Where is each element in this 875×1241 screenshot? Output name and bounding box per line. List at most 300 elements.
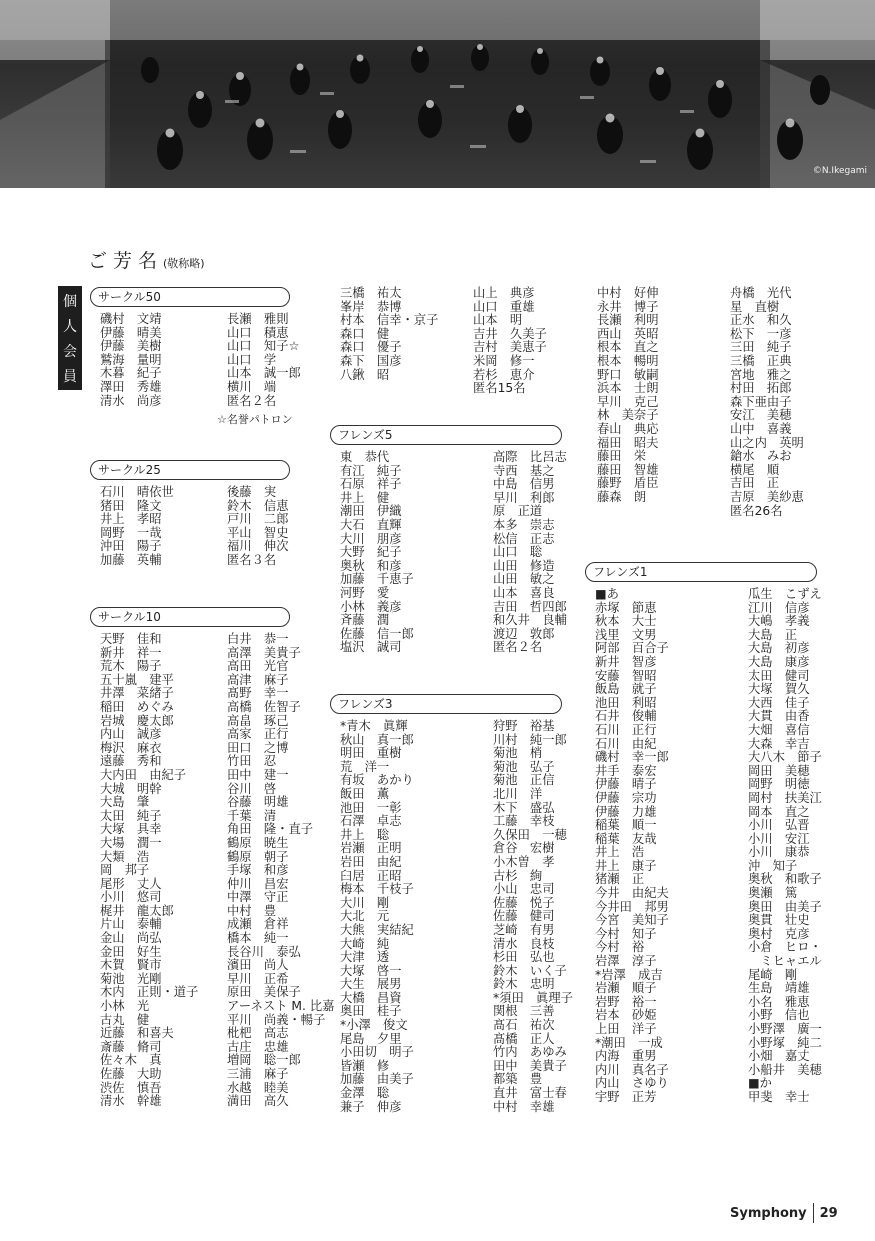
member-name: 山本 喜良 <box>493 585 555 600</box>
page-title-text: ご芳名 <box>88 250 164 272</box>
member-name: 田中 建一 <box>227 767 289 782</box>
member-name: 匿名15名 <box>473 381 526 396</box>
member-name: 田中 美貴子 <box>493 1058 567 1073</box>
footer-divider <box>813 1203 814 1223</box>
member-name: 仲川 昌宏 <box>227 876 289 891</box>
member-name: 高家 正行 <box>227 727 289 742</box>
member-name: 成瀬 倉祥 <box>227 917 289 932</box>
member-name: 藤森 朗 <box>597 489 647 504</box>
member-name: 池田 一彰 <box>340 800 402 815</box>
member-name: 直井 富士春 <box>493 1086 567 1101</box>
member-name: 奥瀬 篤 <box>748 886 798 901</box>
member-name: 杉田 弘也 <box>493 950 555 965</box>
member-name: 鶴原 暁生 <box>227 835 289 850</box>
member-name: 清水 尚彦 <box>100 393 162 408</box>
group-heading: フレンズ3 <box>330 694 562 714</box>
member-name: 佐々木 真 <box>100 1053 162 1068</box>
member-name: 高際 比呂志 <box>493 450 567 464</box>
member-name: 松信 正志 <box>493 531 555 546</box>
member-name: 藤野 盾臣 <box>597 476 659 491</box>
member-name: 平山 智史 <box>227 525 289 540</box>
member-name: 猪田 隆文 <box>100 498 162 513</box>
member-name: ミヒャエル <box>748 954 822 969</box>
member-name: 臼居 正昭 <box>340 868 402 883</box>
member-name: 岡本 直之 <box>748 804 810 819</box>
member-name: 甲斐 幸士 <box>748 1089 810 1104</box>
member-name: 濱田 尚人 <box>227 958 289 973</box>
member-name: 伊藤 宗功 <box>595 790 657 805</box>
member-name: 大塚 具幸 <box>100 822 162 837</box>
member-name: 生島 靖雄 <box>748 981 810 996</box>
member-name: 吉田 哲四郎 <box>493 599 567 614</box>
member-name: 井澤 菜緒子 <box>100 686 174 701</box>
member-name: 瓜生 こずえ <box>748 587 822 601</box>
member-name: 山口 重雄 <box>473 299 535 314</box>
member-name: 有坂 あかり <box>340 773 414 788</box>
member-name: 浅里 文男 <box>595 627 657 642</box>
member-name: 菊池 梢 <box>493 746 543 761</box>
member-name: 飯田 薫 <box>340 786 390 801</box>
member-name: 福川 伸次 <box>227 539 289 554</box>
member-name: 金田 好生 <box>100 944 162 959</box>
member-name: 橋本 純一 <box>227 931 289 946</box>
member-name: 鶴原 朝子 <box>227 849 289 864</box>
member-name: 佐藤 信一郎 <box>340 626 414 641</box>
member-name: 小倉 ヒロ・ <box>748 940 822 955</box>
member-name: 小川 弘晋 <box>748 818 810 833</box>
member-name: 匿名26名 <box>730 503 783 518</box>
member-name: 岡野 明徳 <box>748 777 810 792</box>
member-name: 小川 悠司 <box>100 890 162 905</box>
group-heading: フレンズ1 <box>585 562 817 582</box>
member-name: 山中 喜義 <box>730 421 792 436</box>
member-name: 狩野 裕基 <box>493 719 555 733</box>
member-name: 佐藤 悦子 <box>493 895 555 910</box>
member-name: 高橋 佐智子 <box>227 699 301 714</box>
member-name: 秋本 大士 <box>595 614 657 629</box>
member-name: 早川 利郎 <box>493 490 555 505</box>
member-name: ■か <box>748 1076 772 1091</box>
member-name: 尾崎 剛 <box>748 967 798 982</box>
member-name: *小澤 俊文 <box>340 1018 408 1033</box>
member-name: 今井田 邦男 <box>595 899 669 914</box>
member-name: 増岡 聡一郎 <box>227 1053 301 1068</box>
member-name: 井上 浩 <box>595 845 645 860</box>
group-heading: サークル50 <box>90 287 290 307</box>
member-name: 星 直樹 <box>730 299 780 314</box>
section-label-char: 個 <box>63 293 77 310</box>
member-name: 梅沢 麻衣 <box>100 740 162 755</box>
member-name: 菊池 正信 <box>493 773 555 788</box>
member-name: 赤塚 節恵 <box>595 600 657 615</box>
member-name: 小船井 美穂 <box>748 1062 822 1077</box>
orchestra-photo <box>0 0 875 188</box>
member-name: 上田 洋子 <box>595 1022 657 1036</box>
member-name: 大津 透 <box>340 950 390 965</box>
member-name: 伊藤 美樹 <box>100 339 162 354</box>
page-title <box>88 246 205 273</box>
member-name: 石川 正行 <box>595 722 657 737</box>
member-name: 森口 優子 <box>340 340 402 355</box>
member-name: 江川 信彦 <box>748 600 810 615</box>
member-name: 小川 安江 <box>748 831 810 846</box>
member-name: 大島 初彦 <box>748 641 810 656</box>
member-name: 中村 幸雄 <box>493 1099 555 1114</box>
member-name: 石井 俊輔 <box>595 709 657 724</box>
member-name: 古丸 健 <box>100 1012 150 1027</box>
member-name: 太田 純子 <box>100 808 162 823</box>
member-name: 鈴木 信恵 <box>227 498 289 513</box>
member-name: 金山 尚弘 <box>100 931 162 946</box>
member-name: 髙野 幸一 <box>227 686 289 701</box>
member-name: 佐藤 大助 <box>100 1067 162 1081</box>
member-name: 奥秋 和歌子 <box>748 872 822 887</box>
member-name: 林 美奈子 <box>597 408 659 423</box>
member-name: 小山 忠司 <box>493 882 555 897</box>
member-name: 宇野 正芳 <box>595 1089 657 1104</box>
member-name: 木暮 紀子 <box>100 366 162 381</box>
member-name: 三田 純子 <box>730 340 792 355</box>
member-name: 新井 祥一 <box>100 645 162 660</box>
member-name: 佐藤 健司 <box>493 909 555 924</box>
member-name: 八鍬 昭 <box>340 367 390 382</box>
group-f5 <box>330 425 583 655</box>
member-name: 岩城 慶太郎 <box>100 713 174 728</box>
member-name: 小野 信也 <box>748 1008 810 1023</box>
member-name: 飯島 就子 <box>595 682 657 697</box>
member-name: 吉村 美恵子 <box>473 340 547 355</box>
member-name: 匿名２名 <box>227 393 277 408</box>
member-name: 中澤 守正 <box>227 890 289 905</box>
member-name: 大橋 昌資 <box>340 990 402 1005</box>
member-name: 新井 智彦 <box>595 654 657 669</box>
member-name: ■あ <box>595 587 619 601</box>
member-name: 加藤 千恵子 <box>340 572 414 587</box>
member-name: 伊藤 晴子 <box>595 777 657 792</box>
member-name: 山本 明 <box>473 313 523 328</box>
member-name: 小野澤 廣一 <box>748 1022 822 1036</box>
member-name: 安藤 智昭 <box>595 668 657 683</box>
member-name: 今宮 美知子 <box>595 913 669 928</box>
member-name: 岡田 美穂 <box>748 763 810 778</box>
member-name: 木賀 賢市 <box>100 958 162 973</box>
member-name: 山口 聡 <box>493 545 543 560</box>
member-name: 根本 暢明 <box>597 353 659 368</box>
member-name: 高田 光官 <box>227 659 289 674</box>
member-name: 大内田 由紀子 <box>100 767 187 782</box>
member-name: 早川 克己 <box>597 394 659 409</box>
member-name: 奥秋 和彦 <box>340 558 402 573</box>
member-name: 大場 潤一 <box>100 835 162 850</box>
group-heading: サークル25 <box>90 460 290 480</box>
member-name: 菊池 光剛 <box>100 971 162 986</box>
photo-credit: ©N.Ikegami <box>812 166 867 176</box>
member-name: 長瀬 利明 <box>597 313 659 328</box>
member-name: 梅本 千枝子 <box>340 882 414 897</box>
member-name: 高畠 琢己 <box>227 713 289 728</box>
member-name: 河野 愛 <box>340 585 390 600</box>
member-name: 村田 拓郎 <box>730 381 792 396</box>
group-f5b <box>597 287 825 518</box>
member-name: 奥村 克彦 <box>748 926 810 941</box>
member-name: 大川 剛 <box>340 895 390 910</box>
member-name: 西山 英昭 <box>597 326 659 341</box>
member-name: 原 正道 <box>493 504 543 519</box>
member-name: 長瀬 雅則 <box>227 312 289 326</box>
member-name: 加藤 由美子 <box>340 1072 414 1087</box>
member-name: 石原 祥子 <box>340 477 402 492</box>
group-f3 <box>330 694 583 1114</box>
member-name: 大川 朋彦 <box>340 531 402 546</box>
member-name: 大北 元 <box>340 909 390 924</box>
member-name: 岡村 扶美江 <box>748 790 822 805</box>
member-name: 竹田 忍 <box>227 754 277 769</box>
member-name: 匿名３名 <box>227 552 277 567</box>
member-name: 大崎 純 <box>340 936 390 951</box>
member-name: 宮地 雅之 <box>730 367 792 382</box>
group-f1 <box>585 562 843 1105</box>
member-name: 森口 健 <box>340 326 390 341</box>
member-name: 峯岸 恭博 <box>340 299 402 314</box>
member-name: 匿名２名 <box>493 640 543 655</box>
member-name: 猪瀬 正 <box>595 872 645 887</box>
section-label-char: 員 <box>63 368 77 385</box>
member-name: 鎗水 みお <box>730 449 792 464</box>
member-name: 伊藤 力雄 <box>595 804 657 819</box>
member-name: 奥田 由美子 <box>748 899 822 914</box>
member-name: 高津 麻子 <box>227 672 289 687</box>
member-name: 秋山 真一郎 <box>340 732 414 747</box>
member-name: 千葉 清 <box>227 808 277 823</box>
member-name: 今井 由紀夫 <box>595 886 669 901</box>
member-name: 三橋 正典 <box>730 353 792 368</box>
member-name: 稲葉 友哉 <box>595 831 657 846</box>
member-name: 近藤 和喜夫 <box>100 1026 174 1041</box>
member-name: 角田 隆・直子 <box>227 822 314 837</box>
member-name: 長谷川 泰弘 <box>227 944 301 959</box>
member-name: 鈴木 いく子 <box>493 963 567 978</box>
member-name: 伊藤 晴美 <box>100 325 162 340</box>
member-name: 横川 端 <box>227 379 277 394</box>
member-name: 大嶋 孝義 <box>748 614 810 629</box>
member-name: 満田 高久 <box>227 1094 289 1109</box>
member-name: 潮田 伊織 <box>340 504 402 519</box>
member-name: 森下亜由子 <box>730 394 792 409</box>
section-label-char: 会 <box>63 343 77 360</box>
member-name: 稲田 めぐみ <box>100 699 174 714</box>
member-name: 大島 正 <box>748 627 798 642</box>
member-name: 磯村 文靖 <box>100 312 162 326</box>
member-name: 斉藤 潤 <box>340 613 390 628</box>
member-name: 松下 一彦 <box>730 326 792 341</box>
member-name: 安江 美穂 <box>730 408 792 423</box>
member-name: 池田 利昭 <box>595 695 657 710</box>
member-name: 岩瀬 順子 <box>595 981 657 996</box>
member-name: 山田 敏之 <box>493 572 555 587</box>
member-name: 渋佐 慎吾 <box>100 1080 162 1095</box>
member-name: 小林 義彦 <box>340 599 402 614</box>
member-name: 横尾 順 <box>730 462 780 477</box>
member-name: 小田切 明子 <box>340 1045 414 1060</box>
member-name: 大生 展男 <box>340 977 402 992</box>
member-name: 大畑 喜信 <box>748 722 810 737</box>
member-name: 白井 恭一 <box>227 632 289 646</box>
member-name: 大島 肇 <box>100 795 150 810</box>
member-name: 田口 之博 <box>227 740 289 755</box>
member-name: 和久井 良輔 <box>493 613 567 628</box>
member-name: 梶井 龍太郎 <box>100 903 174 918</box>
member-name: 山之内 英明 <box>730 435 804 450</box>
member-name: 森下 国彦 <box>340 353 402 368</box>
member-name: 内山 誠彦 <box>100 727 162 742</box>
member-name: 浜本 士朗 <box>597 381 659 396</box>
member-name: 高澤 美貴子 <box>227 645 301 660</box>
member-name: 大西 佳子 <box>748 695 810 710</box>
group-c50 <box>90 287 327 428</box>
member-name: 野口 敏嗣 <box>597 367 659 382</box>
member-name: 小名 雅恵 <box>748 994 810 1009</box>
member-name: 平川 尚義・暢子 <box>227 1012 326 1027</box>
group-c10b <box>340 287 563 396</box>
member-name: 荒木 陽子 <box>100 659 162 674</box>
member-name: 大塚 賀久 <box>748 682 810 697</box>
member-name: 早川 正希 <box>227 971 289 986</box>
member-name: 小林 光 <box>100 999 150 1014</box>
member-name: 小木曽 孝 <box>493 854 555 869</box>
member-name: 村本 信幸・京子 <box>340 313 439 328</box>
member-name: 大熊 実結紀 <box>340 922 414 937</box>
member-name: 木下 盛弘 <box>493 800 555 815</box>
member-name: 兼子 伸彦 <box>340 1099 402 1114</box>
member-name: 山本 誠一郎 <box>227 366 301 381</box>
member-name: 山口 積恵 <box>227 325 289 340</box>
member-name: 岩瀬 正明 <box>340 841 402 856</box>
member-name: 清水 良枝 <box>493 936 555 951</box>
member-name: 阿部 百合子 <box>595 641 669 656</box>
member-name: 奥貫 壮史 <box>748 913 810 928</box>
member-name: 菊池 弘子 <box>493 759 555 774</box>
member-name: 倉谷 宏樹 <box>493 841 555 856</box>
member-name: 竹内 あゆみ <box>493 1045 567 1060</box>
member-name: 清水 幹雄 <box>100 1094 162 1109</box>
member-name: 藤田 智雄 <box>597 462 659 477</box>
member-name: 本多 崇志 <box>493 517 555 532</box>
honorary-patron-note: ☆名誉パトロン <box>217 413 293 427</box>
page-number: 29 <box>819 1205 838 1221</box>
member-name: 井手 泰宏 <box>595 763 657 778</box>
member-name: 岩本 砂姫 <box>595 1008 657 1023</box>
member-name: 工藤 幸枝 <box>493 814 555 829</box>
member-name: 春山 典応 <box>597 421 659 436</box>
member-name: 遠藤 秀和 <box>100 754 162 769</box>
member-name: 水越 睦美 <box>227 1080 289 1095</box>
member-name: 古杉 絢 <box>493 868 543 883</box>
member-name: 岡野 一哉 <box>100 525 162 540</box>
member-name: 皆瀬 修 <box>340 1058 390 1073</box>
member-name: *岩澤 成吉 <box>595 967 663 982</box>
magazine-name: Symphony <box>730 1205 807 1221</box>
member-name: 藤田 栄 <box>597 449 647 464</box>
member-name: 米岡 修一 <box>473 353 535 368</box>
member-name: 明田 重樹 <box>340 746 402 761</box>
member-name: 吉井 久美子 <box>473 326 547 341</box>
member-name: 鷲海 量明 <box>100 352 162 367</box>
member-name: 寺西 基之 <box>493 463 555 478</box>
member-name: 塩沢 誠司 <box>340 640 402 655</box>
member-name: 若杉 恵介 <box>473 367 535 382</box>
member-name: 後藤 実 <box>227 485 277 499</box>
member-name: 澤田 秀雄 <box>100 379 162 394</box>
member-name: 木内 正則・道子 <box>100 985 199 1000</box>
member-name: 山上 典彦 <box>473 286 535 300</box>
member-name: 髙石 祐次 <box>493 1018 555 1033</box>
member-name: 大塚 啓一 <box>340 963 402 978</box>
member-name: 中村 好伸 <box>597 286 659 300</box>
member-name: 鈴木 忠明 <box>493 977 555 992</box>
member-name: 岩田 由紀 <box>340 854 402 869</box>
member-name: 中村 豊 <box>227 903 277 918</box>
member-name: 福田 昭夫 <box>597 435 659 450</box>
member-name: 大石 直輝 <box>340 517 402 532</box>
section-label-char: 人 <box>63 318 77 335</box>
member-name: 大類 浩 <box>100 849 150 864</box>
member-name: 谷藤 明雄 <box>227 795 289 810</box>
member-name: 山口 知子☆ <box>227 339 300 354</box>
member-name: 奥田 桂子 <box>340 1004 402 1019</box>
member-name: 東 恭代 <box>340 450 390 464</box>
member-name: 荒 洋一 <box>340 759 390 774</box>
member-name: 芝崎 有男 <box>493 922 555 937</box>
member-name: 今村 裕 <box>595 940 645 955</box>
member-name: 吉原 美紗恵 <box>730 489 804 504</box>
member-name: 井上 康子 <box>595 858 657 873</box>
member-name: 石川 由紀 <box>595 736 657 751</box>
member-name: 天野 佳和 <box>100 632 162 646</box>
member-name: 沖 知子 <box>748 858 798 873</box>
member-name: 金澤 聡 <box>340 1086 390 1101</box>
member-name: 三浦 麻子 <box>227 1067 289 1081</box>
member-name: 大森 幸吉 <box>748 736 810 751</box>
member-name: 小畑 嘉丈 <box>748 1049 810 1064</box>
member-name: 石川 晴依世 <box>100 485 174 499</box>
member-name: 岩澤 淳子 <box>595 954 657 969</box>
member-name: 内川 真名子 <box>595 1062 669 1077</box>
member-name: 加藤 英輔 <box>100 552 162 567</box>
title-note: (敬称略) <box>163 257 205 270</box>
member-name: 戸川 二郎 <box>227 512 289 527</box>
member-name: 尾島 夕里 <box>340 1031 402 1046</box>
member-name: 吉田 正 <box>730 476 780 491</box>
member-name: 川村 純一郎 <box>493 732 567 747</box>
member-name: 都築 豊 <box>493 1072 543 1087</box>
member-name: 沖田 陽子 <box>100 539 162 554</box>
member-name: 永井 博子 <box>597 299 659 314</box>
member-name: 井上 聡 <box>340 827 390 842</box>
member-name: 五十嵐 建平 <box>100 672 174 687</box>
member-name: 正水 和久 <box>730 313 792 328</box>
member-name: 太田 健司 <box>748 668 810 683</box>
group-c10 <box>90 607 337 1109</box>
member-name: 谷川 啓 <box>227 781 277 796</box>
member-name: 根本 直之 <box>597 340 659 355</box>
member-name: 久保田 一穂 <box>493 827 567 842</box>
member-name: 中島 信男 <box>493 477 555 492</box>
member-name: 大城 明幹 <box>100 781 162 796</box>
group-heading: サークル10 <box>90 607 290 627</box>
member-name: 井上 孝昭 <box>100 512 162 527</box>
section-label-individual-members <box>58 286 82 390</box>
member-name: 磯村 幸一郎 <box>595 750 669 765</box>
